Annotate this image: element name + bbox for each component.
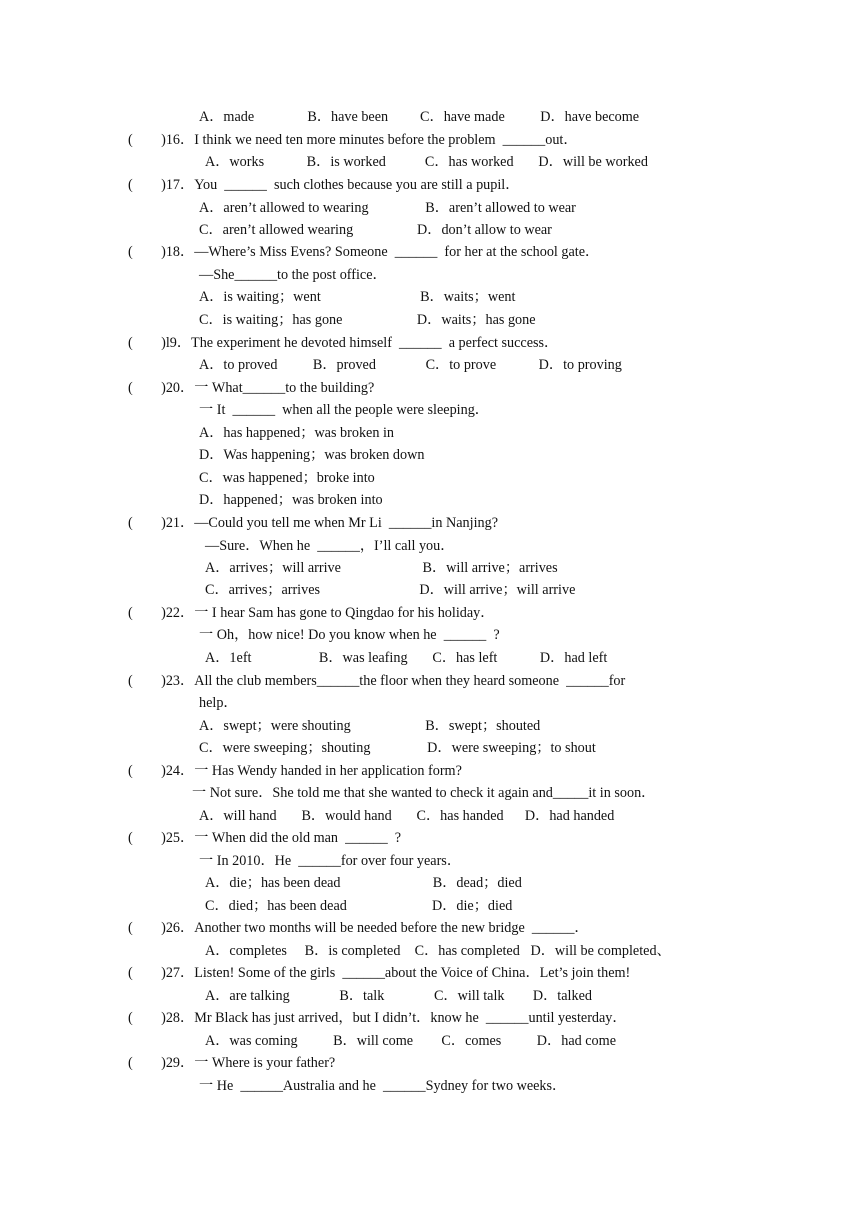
text-line: 一 In 2010．He ______for over four years． [199, 853, 462, 869]
text-line: A．made B．have been C．have made D．have become [199, 109, 640, 125]
question-23: ( )23．All the club members______the floor when they heard someone ______for [128, 673, 626, 689]
text-line: A．1eft B．was leafing C．has left D．had left [205, 650, 608, 666]
text-line: D．Was happening；was broken down [199, 447, 425, 463]
text-line: C．were sweeping；shouting D．were sweeping；to shout [199, 740, 596, 756]
question-27: ( )27．Listen! Some of the girls ______about the Voice of China．Let’s join them! [128, 965, 631, 981]
text-line: C．arrives；arrives D．will arrive；will arrive [205, 582, 576, 598]
text-line: 一 It ______ when all the people were sleeping． [199, 402, 489, 418]
question-20: ( )20．一 What______to the building? [128, 380, 375, 396]
question-17: ( )17．You ______ such clothes because you are still a pupil． [128, 177, 520, 193]
text-line: C．aren’t allowed wearing D．don’t allow to wear [199, 222, 552, 238]
question-22: ( )22．一 I hear Sam has gone to Qingdao for his holiday． [128, 605, 495, 621]
text-line: C．is waiting；has gone D．waits；has gone [199, 312, 536, 328]
text-line: D．happened；was broken into [199, 492, 383, 508]
question-28: ( )28．Mr Black has just arrived，but I didn’t．know he ______until yesterday． [128, 1010, 627, 1026]
question-29: ( )29．一 Where is your father? [128, 1055, 336, 1071]
text-line: 一 Not sure．She told me that she wanted to check it again and_____it in soon． [192, 785, 656, 801]
text-line: A．to proved B．proved C．to prove D．to proving [199, 357, 622, 373]
question-26: ( )26．Another two months will be needed before the new bridge ______． [128, 920, 589, 936]
text-line: A．swept；were shouting B．swept；shouted [199, 718, 541, 734]
text-line: A．has happened；was broken in [199, 425, 395, 441]
text-line: 一 Oh，how nice! Do you know when he ______ ? [199, 627, 500, 643]
text-line: A．works B．is worked C．has worked D．will be worked [205, 154, 648, 170]
text-line: A．arrives；will arrive B．will arrive；arrives [205, 560, 558, 576]
question-24: ( )24．一 Has Wendy handed in her application form? [128, 763, 462, 779]
text-line: 一 He ______Australia and he ______Sydney for two weeks． [199, 1078, 567, 1094]
text-line: A．was coming B．will come C．comes D．had come [205, 1033, 616, 1049]
text-line: C．was happened；broke into [199, 470, 375, 486]
text-line: A．aren’t allowed to wearing B．aren’t allowed to wear [199, 200, 576, 216]
text-line: A．die；has been dead B．dead；died [205, 875, 522, 891]
text-line: help． [199, 695, 238, 711]
question-18: ( )18．—Where’s Miss Evens? Someone ______ for her at the school gate． [128, 244, 600, 260]
question-21: ( )21．—Could you tell me when Mr Li ______in Nanjing? [128, 515, 499, 531]
text-line: C．died；has been dead D．die；died [205, 898, 513, 914]
text-line: —Sure．When he ______，I’ll call you． [205, 538, 455, 554]
text-line: A．is waiting；went B．waits；went [199, 289, 516, 305]
text-line: A．are talking B．talk C．will talk D．talked [205, 988, 592, 1004]
text-line: A．will hand B．would hand C．has handed D．had handed [199, 808, 615, 824]
text-line: —She______to the post office． [199, 267, 387, 283]
question-19: ( )l9．The experiment he devoted himself ______ a perfect success． [128, 335, 559, 351]
text-line: A．completes B．is completed C．has completed D．will be completed、 [205, 943, 671, 959]
question-25: ( )25．一 When did the old man ______ ? [128, 830, 402, 846]
question-16: ( )16．I think we need ten more minutes before the problem ______out． [128, 132, 578, 148]
